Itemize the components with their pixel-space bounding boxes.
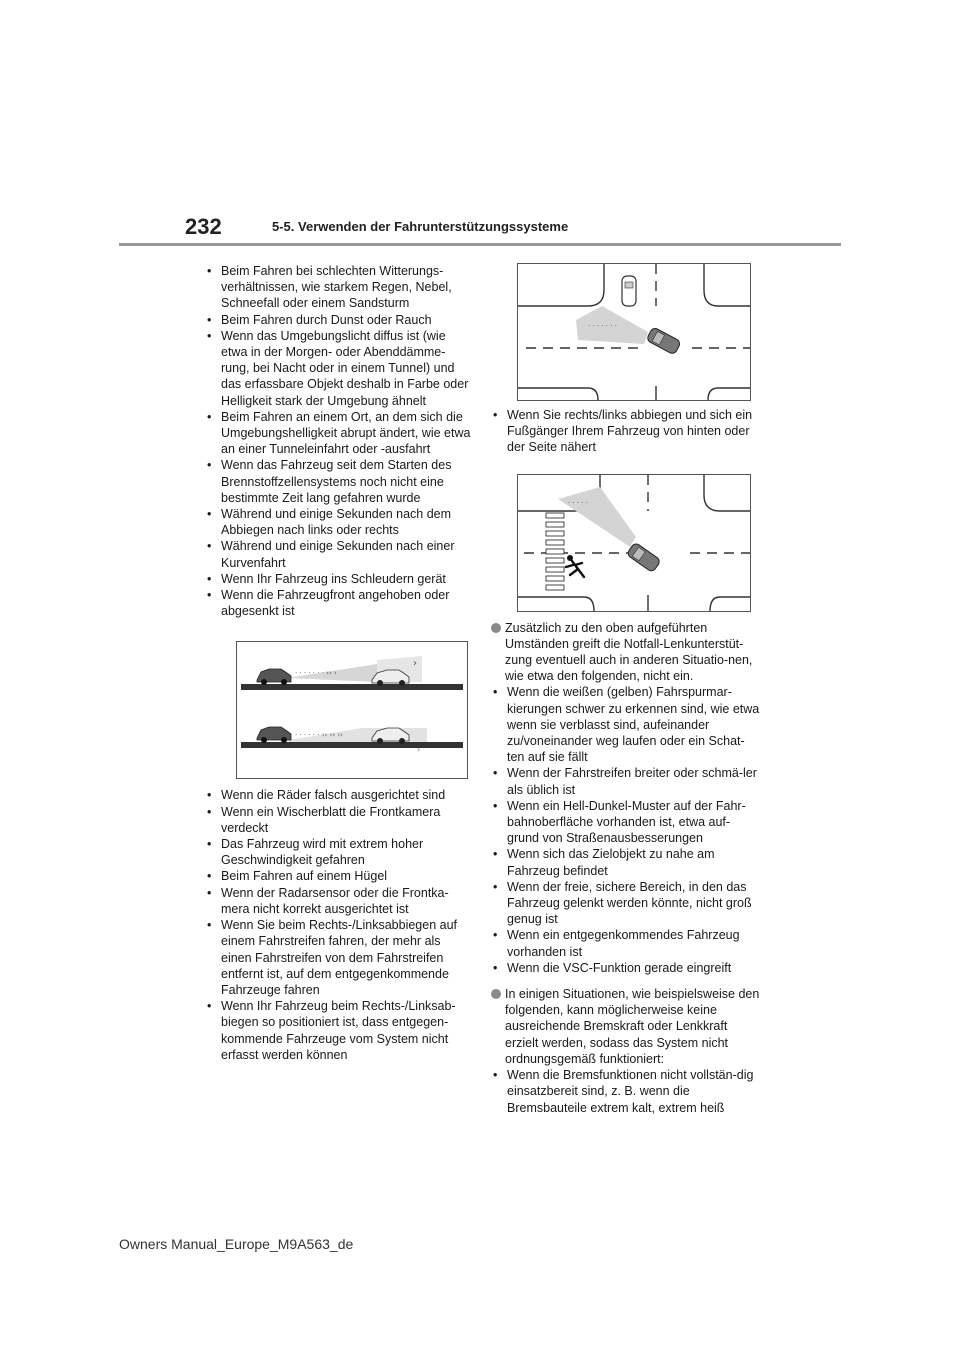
list-item: • Beim Fahren an einem Ort, an dem sich die Umgebungshelligkeit abrupt ändert, wie etwa an einer Tunneleinfahrt oder -ausfahrt (205, 409, 473, 458)
svg-text:›: › (413, 658, 417, 670)
list-item: • Wenn das Umgebungslicht diffus ist (wie etwa in der Morgen- oder Abenddämme-rung, bei Nacht oder in einem Tunnel) und das erfassbare Objekt deshalb in Farbe oder Helligkeit stark der Umgebung ähnelt (205, 328, 473, 409)
page-header (0, 0, 960, 250)
list-item: • Wenn der Fahrstreifen breiter oder schmä-ler als üblich ist (491, 765, 761, 797)
list-item: • Während und einige Sekunden nach dem Abbiegen nach links oder rechts (205, 506, 473, 538)
circle-bullet-icon (491, 623, 501, 633)
figure-intersection-turn (517, 263, 751, 401)
figure-pedestrian-turn (517, 474, 751, 612)
condition-list-mid (491, 407, 761, 456)
footer-document-id: Owners Manual_Europe_M9A563_de (119, 1236, 354, 1252)
list-item: • Wenn die VSC-Funktion gerade eingreift (491, 960, 761, 976)
left-column (205, 263, 473, 1063)
svg-text:· · · · · · ›› ›› ››: · · · · · · ›› ›› ›› (295, 731, 343, 740)
list-item: • Wenn die Räder falsch ausgerichtet sind (205, 787, 473, 803)
pedestrian-turn-illustration (518, 475, 750, 611)
figure-hill-driving (236, 641, 468, 779)
page-number: 232 (185, 214, 222, 239)
intersection-turn-illustration (518, 264, 750, 400)
list-item: • Wenn ein entgegenkommendes Fahrzeug vorhanden ist (491, 927, 761, 959)
paragraph-steering-assist: Zusätzlich zu den oben aufgeführten Umständen greift die Notfall-Lenkunterstüt-zung eventuell auch in anderen Situatio-nen, wie etwa den folgenden, nicht ein. (491, 620, 761, 685)
svg-text:›: › (417, 745, 421, 755)
list-item: • Wenn der Radarsensor oder die Frontka-mera nicht korrekt ausgerichtet ist (205, 885, 473, 917)
list-item: • Wenn Ihr Fahrzeug beim Rechts-/Linksab-biegen so positioniert ist, dass entgegen-kommende Fahrzeuge vom System nicht erfasst werden können (205, 998, 473, 1063)
list-item: • Wenn die Bremsfunktionen nicht vollstän-dig einsatzbereit sind, z. B. wenn die Bremsbauteile extrem kalt, extrem heiß (491, 1067, 761, 1116)
list-item: • Wenn die weißen (gelben) Fahrspurmar-kierungen schwer zu erkennen sind, wie etwa wenn sie verblasst sind, aufeinander zu/voneinander weg laufen oder ein Schat-ten auf sie fällt (491, 684, 761, 765)
list-item: • Beim Fahren auf einem Hügel (205, 868, 473, 884)
right-column (491, 263, 761, 1116)
list-item: • Wenn Sie beim Rechts-/Linksabbiegen auf einem Fahrstreifen fahren, der mehr als einen Fahrstreifen von dem Fahrstreifen entfernt ist, auf dem entgegenkommende Fahrzeuge fahren (205, 917, 473, 998)
circle-bullet-icon (491, 989, 501, 999)
list-item: • Wenn der freie, sichere Bereich, in den das Fahrzeug gelenkt werden könnte, nicht groß genug ist (491, 879, 761, 928)
list-item: • Wenn ein Wischerblatt die Frontkamera verdeckt (205, 804, 473, 836)
list-item: • Beim Fahren durch Dunst oder Rauch (205, 312, 473, 328)
section-title: 5-5. Verwenden der Fahrunterstützungssysteme (272, 219, 569, 234)
svg-text:· · · · ·: · · · · · (568, 498, 589, 507)
svg-text:· · · · · · · ›› ›: · · · · · · · ›› › (295, 669, 337, 678)
condition-list-top (205, 263, 473, 619)
list-item: • Wenn Sie rechts/links abbiegen und sich ein Fußgänger Ihrem Fahrzeug von hinten oder der Seite nähert (491, 407, 761, 456)
list-item: • Wenn sich das Zielobjekt zu nahe am Fahrzeug befindet (491, 846, 761, 878)
list-item: • Wenn Ihr Fahrzeug ins Schleudern gerät (205, 571, 473, 587)
hill-driving-illustration (237, 642, 467, 778)
list-item: • Während und einige Sekunden nach einer Kurvenfahrt (205, 538, 473, 570)
list-item: • Das Fahrzeug wird mit extrem hoher Geschwindigkeit gefahren (205, 836, 473, 868)
list-item: • Wenn das Fahrzeug seit dem Starten des Brennstoffzellensystems noch nicht eine bestimmte Zeit lang gefahren wurde (205, 457, 473, 506)
list-item: • Beim Fahren bei schlechten Witterungs-verhältnissen, wie starkem Regen, Nebel, Schneefall oder einem Sandsturm (205, 263, 473, 312)
header-divider (119, 243, 841, 246)
condition-list-steering (491, 684, 761, 976)
list-item: • Wenn ein Hell-Dunkel-Muster auf der Fahr-bahnoberfläche vorhanden ist, etwa auf-grund von Straßenausbesserungen (491, 798, 761, 847)
condition-list-bottom (205, 787, 473, 1062)
condition-list-braking (491, 1067, 761, 1116)
paragraph-braking-force: In einigen Situationen, wie beispielsweise den folgenden, kann möglicherweise keine ausreichende Bremskraft oder Lenkkraft erzielt werden, sodass das System nicht ordnungsgemäß funktioniert: (491, 986, 761, 1067)
list-item: • Wenn die Fahrzeugfront angehoben oder abgesenkt ist (205, 587, 473, 619)
svg-text:· · · · · · ·: · · · · · · · (588, 322, 617, 330)
